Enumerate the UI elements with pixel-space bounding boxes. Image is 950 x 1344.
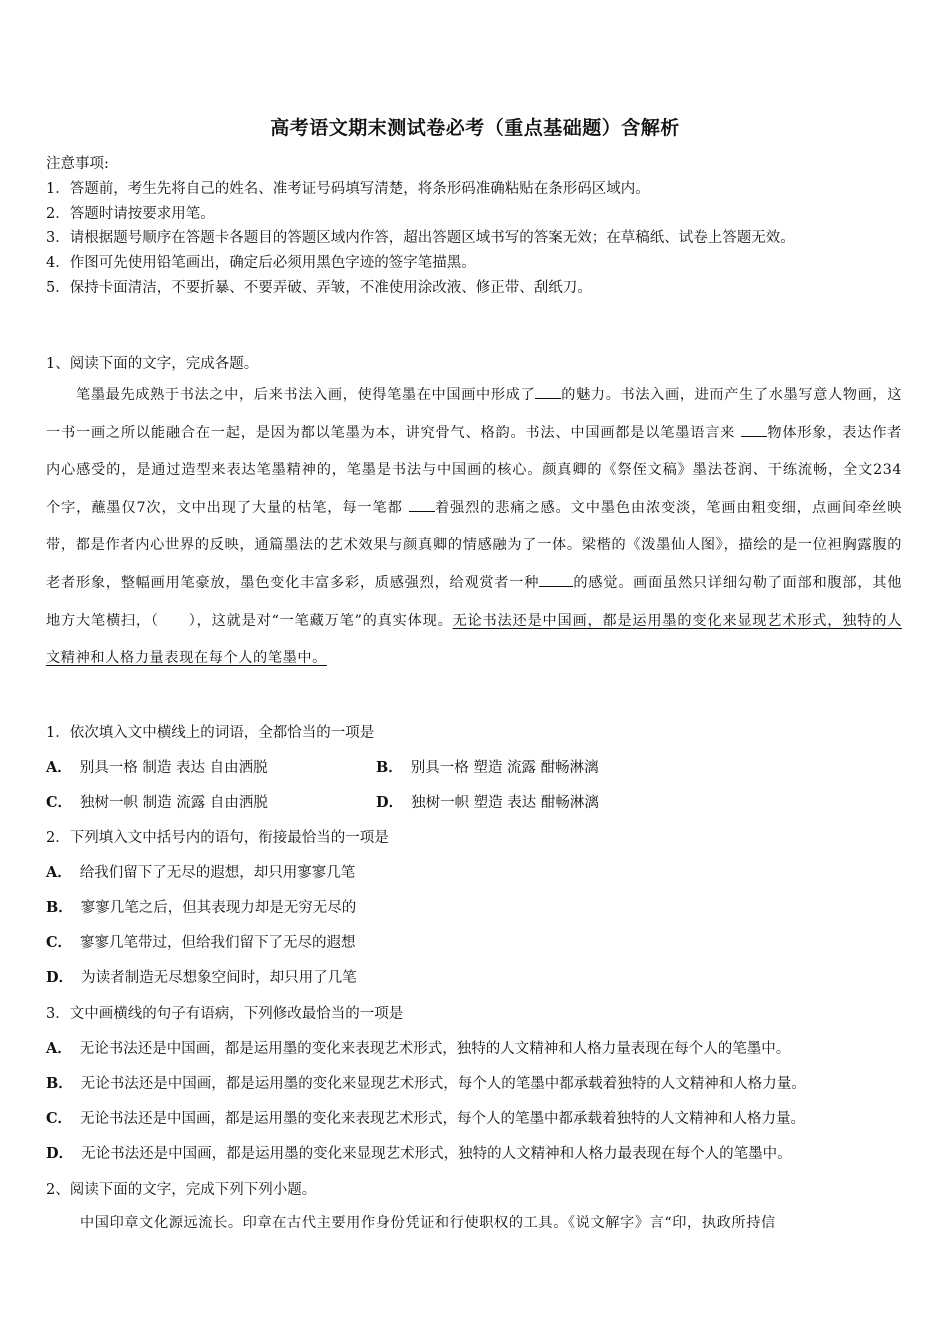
option-b: 寥寥几笔之后，但其表现力却是无穷无尽的	[80, 900, 357, 916]
note-item: 2．答题时请按要求用笔。	[46, 205, 215, 222]
option-d: 为读者制造无尽想象空间时，却只用了几笔	[81, 970, 357, 986]
sub-question-1-stem: 1．依次填入文中横线上的词语，全都恰当的一项是	[46, 725, 375, 741]
passage-text: 着强烈的悲痛之感。文中墨色由浓变淡，笔画由粗变细，点画间牵丝映带，都是作者内心世界的反映，通篇墨法的艺术效果与颜真卿的情感融为了一体。梁楷的《泼墨仙人图》，描绘的是一位袒胸露腹的老者形象，整幅画用笔豪放，墨色变化丰富多彩，质感强烈，给观赏者一种	[46, 499, 902, 591]
option-d: 独树一帜 塑造 表达 酣畅淋漓	[411, 795, 599, 811]
sub-question-1-options	[46, 791, 599, 812]
question-1-passage	[46, 377, 902, 678]
sub-question-1-options	[46, 756, 599, 777]
option-b: 无论书法还是中国画，都是运用墨的变化来显现艺术形式，每个人的笔墨中都承载着独特的人文精神和人格力量。	[80, 1076, 806, 1092]
option-a: 给我们留下了无尽的遐想，却只用寥寥几笔	[79, 865, 356, 881]
option-c: 独树一帜 制造 流露 自由洒脱	[80, 795, 268, 811]
option-label: B．	[376, 759, 403, 776]
option-label: A．	[46, 864, 72, 881]
option-label: D．	[376, 794, 404, 811]
note-item: 4．作图可先使用铅笔画出，确定后必须用黑色字迹的签字笔描黑。	[46, 255, 476, 272]
note-item: 3．请根据题号顺序在答题卡各题目的答题区域内作答，超出答题区域书写的答案无效；在草稿纸、试卷上答题无效。	[46, 230, 795, 247]
sub-question-3-option-b	[46, 1072, 806, 1093]
option-c: 寥寥几笔带过，但给我们留下了无尽的遐想	[80, 935, 356, 951]
fill-blank	[741, 422, 767, 437]
option-label: D．	[46, 1145, 74, 1162]
question-2-passage	[46, 1212, 902, 1232]
sub-question-3-option-d	[46, 1142, 792, 1163]
option-b: 别具一格 塑造 流露 酣畅淋漓	[410, 760, 599, 776]
fill-blank	[539, 572, 573, 587]
question-2-intro: 2、阅读下面的文字，完成下列下列小题。	[46, 1182, 317, 1198]
sub-question-2-stem: 2．下列填入文中括号内的语句，衔接最恰当的一项是	[46, 830, 389, 846]
option-label: C．	[46, 794, 73, 811]
notes-section	[46, 152, 916, 301]
passage-text: 的魅力。书法入画，进而产生了水墨写意人物画，这一书一画之所以能融合在一起，是因为都以笔墨为本，讲究骨气、格韵。书法、中国画都是以笔墨语言来	[46, 387, 902, 441]
passage-text: 中国印章文化源远流长。印章在古代主要用作身份凭证和行使职权的工具。《说文解字》言“印，执政所持信	[80, 1215, 776, 1231]
option-label: A．	[46, 759, 72, 776]
sub-question-2-option-b	[46, 896, 356, 917]
passage-text: 笔墨最先成熟于书法之中，后来书法入画，使得笔墨在中国画中形成了	[76, 387, 536, 403]
fill-blank	[535, 384, 561, 399]
option-a: 无论书法还是中国画，都是运用墨的变化来表现艺术形式，独特的人文精神和人格力量表现在每个人的笔墨中。	[79, 1041, 791, 1057]
sub-question-3-stem: 3．文中画横线的句子有语病，下列修改最恰当的一项是	[46, 1006, 404, 1022]
option-a: 别具一格 制造 表达 自由洒脱	[79, 760, 268, 776]
option-label: D．	[46, 969, 74, 986]
note-item: 1．答题前，考生先将自己的姓名、准考证号码填写清楚，将条形码准确粘贴在条形码区域内。	[46, 180, 650, 197]
option-label: B．	[46, 899, 73, 916]
question-1-intro: 1、阅读下面的文字，完成各题。	[46, 356, 259, 372]
option-c: 无论书法还是中国画，都是运用墨的变化来表现艺术形式，每个人的笔墨中都承载着独特的人文精神和人格力量。	[80, 1111, 806, 1127]
option-label: A．	[46, 1040, 72, 1057]
underlined-sentence: 无论书法还是中国画，都是运用墨的变化来显现艺术形式，独特的人文精神和人格力量表现在每个人的笔墨中。	[46, 612, 902, 667]
option-label: C．	[46, 934, 73, 951]
option-d: 无论书法还是中国画，都是运用墨的变化来显现艺术形式，独特的人文精神和人格力最表现在每个人的笔墨中。	[81, 1146, 792, 1162]
sub-question-3-option-a	[46, 1037, 790, 1058]
sub-question-2-option-c	[46, 931, 356, 952]
passage-text: 物体形象，表达作者内心感受的，是通过造型来表达笔墨精神的，笔墨是书法与中国画的核心。颜真卿的《祭侄文稿》墨法苍润、干练流畅，全文234个字，蘸墨仅7次，文中出现了大量的枯笔，每一笔都	[46, 424, 902, 516]
passage-text: 的感觉。画面虽然只详细勾勒了面部和腹部，其他地方大笔横扫，（ ），这就是对“一笔藏万笔”的真实体现。	[46, 574, 902, 629]
fill-blank	[409, 497, 435, 512]
sub-question-2-option-a	[46, 861, 355, 882]
notes-heading: 注意事项:	[46, 156, 109, 172]
sub-question-2-option-d	[46, 966, 357, 987]
option-label: C．	[46, 1110, 73, 1127]
sub-question-3-option-c	[46, 1107, 805, 1128]
page-title: 高考语文期末测试卷必考（重点基础题）含解析	[270, 117, 680, 139]
option-label: B．	[46, 1075, 73, 1092]
note-item: 5．保持卡面清洁，不要折暴、不要弄破、弄皱，不准使用涂改液、修正带、刮纸刀。	[46, 279, 592, 296]
